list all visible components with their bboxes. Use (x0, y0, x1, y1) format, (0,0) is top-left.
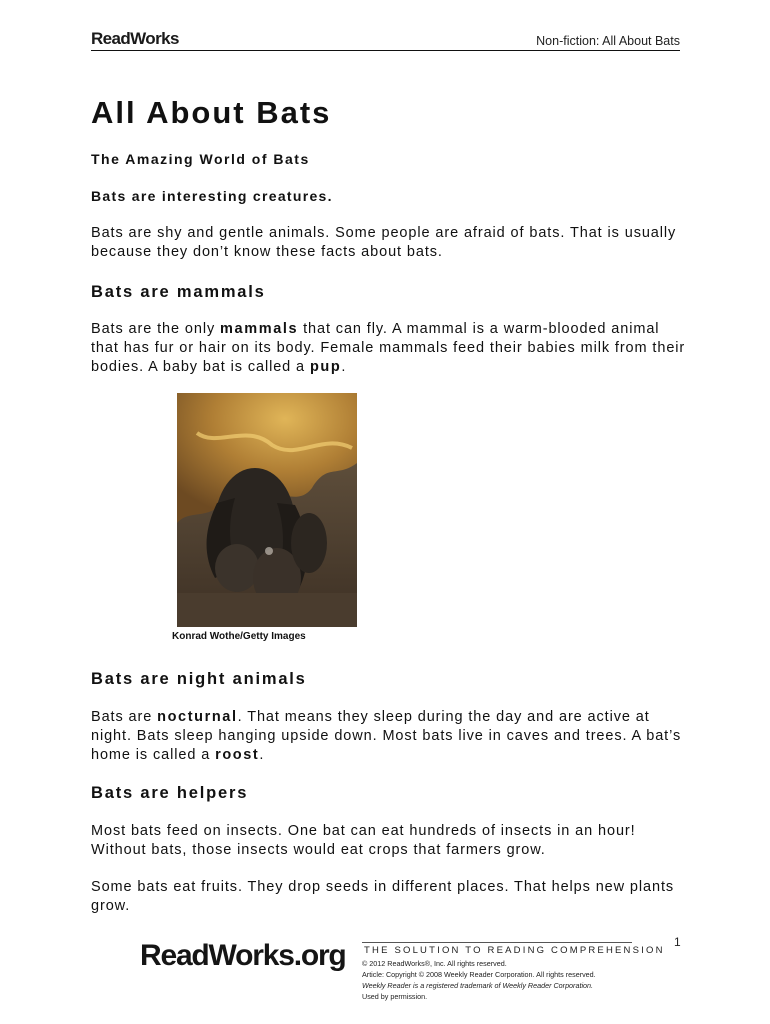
readworks-org-logo: ReadWorks.org (140, 939, 346, 972)
page-title: All About Bats (91, 95, 332, 130)
keyword-nocturnal: nocturnal (157, 709, 238, 725)
article-category: Non-fiction: All About Bats (536, 34, 680, 48)
permission-line: Used by permission. (362, 992, 428, 1001)
text-span: Bats are (91, 709, 158, 725)
keyword-roost: roost (215, 747, 260, 763)
trademark-line: Weekly Reader is a registered trademark of Weekly Reader Corporation. (362, 981, 594, 990)
keyword-pup: pup (309, 359, 342, 375)
paragraph-helpers-2: Some bats eat fruits. They drop seeds in different places. That helps new plants grow. (91, 879, 675, 914)
intro-heading: Bats are interesting creatures. (91, 188, 333, 204)
paragraph-helpers-1: Most bats feed on insects. One bat can eat hundreds of insects in an hour! Without bats, those insects would eat crops that farmers grow. (91, 823, 636, 858)
footer-divider (362, 942, 632, 943)
bat-photo (177, 393, 357, 627)
footer-credits (362, 958, 596, 1002)
keyword-mammals: mammals (220, 321, 299, 337)
section-heading-mammals: Bats are mammals (91, 283, 266, 301)
readworks-logo: ReadWorks (91, 29, 179, 48)
bat-photo-illustration (177, 393, 357, 627)
copyright-line: © 2012 ReadWorks®, Inc. All rights reserved. (362, 959, 507, 968)
page-number: 1 (674, 935, 681, 949)
text-span: . That means they sleep during the day and are active at night. Bats sleep hanging upside down. Most bats live in caves and trees. A bat’s home is called a (91, 709, 682, 763)
section-heading-night: Bats are night animals (91, 670, 307, 688)
text-span: Bats are the only (91, 321, 221, 337)
paragraph-night (91, 708, 691, 765)
text-span: . (259, 747, 265, 763)
header-divider (91, 50, 680, 51)
footer-tagline: THE SOLUTION TO READING COMPREHENSION (364, 945, 665, 956)
intro-paragraph: Bats are shy and gentle animals. Some people are afraid of bats. That is usually because they don’t know these facts about bats. (91, 225, 677, 260)
section-heading-helpers: Bats are helpers (91, 784, 249, 802)
paragraph-mammals (91, 320, 691, 377)
image-caption: Konrad Wothe/Getty Images (172, 631, 306, 642)
text-span: . (341, 359, 347, 375)
article-credit-line: Article: Copyright © 2008 Weekly Reader Corporation. All rights reserved. (362, 970, 596, 979)
text-span: that can fly. A mammal is a warm-blooded animal that has fur or hair on its body. Female mammals feed their babies milk from their bodies. A baby bat is called a (91, 321, 686, 375)
article-subtitle: The Amazing World of Bats (91, 151, 310, 167)
